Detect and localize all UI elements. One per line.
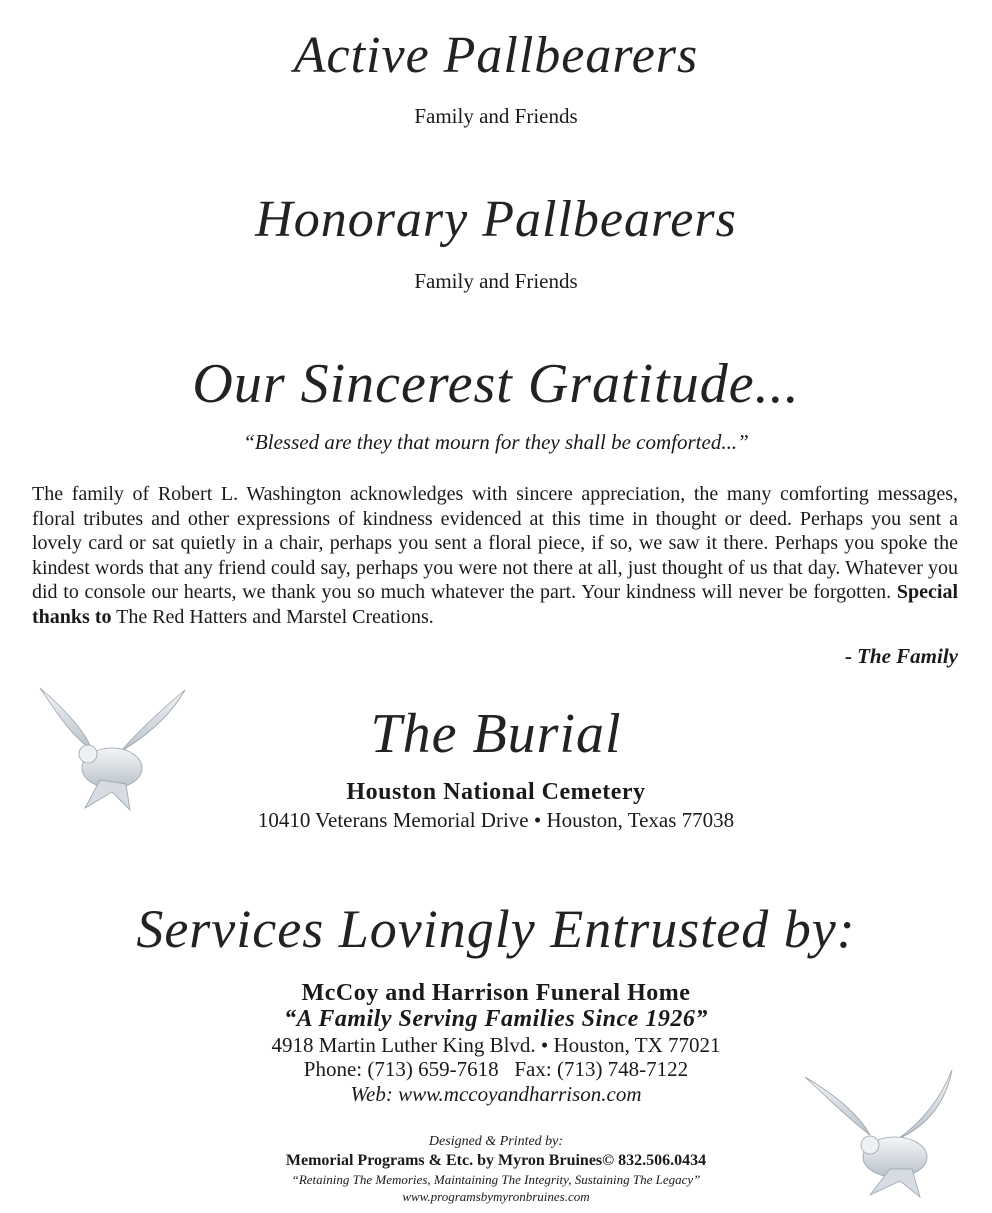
honorary-pallbearers-names: Family and Friends — [414, 269, 578, 293]
burial-title: The Burial — [370, 703, 622, 765]
signature-prefix: - — [844, 644, 858, 668]
credits-designed-by: Designed & Printed by: — [428, 1134, 564, 1149]
burial-place: Houston National Cemetery — [346, 779, 646, 805]
gratitude-title: Our Sincerest Gratitude... — [192, 353, 800, 415]
funeral-home-phone: Phone: (713) 659-7618 Fax: (713) 748-7122 — [303, 1057, 689, 1081]
funeral-home-name: McCoy and Harrison Funeral Home — [301, 980, 691, 1006]
active-pallbearers-names: Family and Friends — [414, 104, 578, 128]
dove-right-icon — [800, 1065, 960, 1200]
gratitude-quote: “Blessed are they that mourn for they shall be comforted...” — [243, 430, 749, 454]
honorary-pallbearers-title: Honorary Pallbearers — [255, 191, 737, 248]
gratitude-paragraph-text: The family of Robert L. Washington acknowledges with sincere appreciation, the many comforting messages, floral tributes and other expressions of kindness evidenced at this time in thought or deed. Perhaps you sent a lovely card or sat quietly in a chair, perhaps you sent a floral piece, if so, we saw it there. Perhaps you spoke the kindest words that any friend could say, perhaps you were not there at all, just thought of us that day. Whatever you did to console our hearts, we thank you so much whatever the part. Your kindness will never be forgotten. — [32, 483, 958, 603]
special-thanks-label: Special thanks to — [32, 581, 959, 628]
burial-address: 10410 Veterans Memorial Drive • Houston, Texas 77038 — [257, 808, 735, 832]
credits-motto: “Retaining The Memories, Maintaining The Integrity, Sustaining The Legacy” — [291, 1172, 701, 1187]
special-thanks-text: The Red Hatters and Marstel Creations. — [116, 605, 434, 628]
active-pallbearers-title: Active Pallbearers — [293, 27, 699, 84]
funeral-home-slogan: “A Family Serving Families Since 1926” — [284, 1006, 708, 1032]
credits-website: www.programsbymyronbruines.com — [402, 1189, 590, 1204]
signature-text: The Family — [857, 644, 958, 668]
funeral-home-address: 4918 Martin Luther King Blvd. • Houston, TX 77021 — [271, 1033, 721, 1057]
gratitude-paragraph — [32, 482, 958, 629]
signature — [845, 644, 958, 669]
funeral-home-web: Web: www.mccoyandharrison.com — [350, 1082, 642, 1106]
services-title: Services Lovingly Entrusted by: — [136, 899, 856, 959]
credits-designer: Memorial Programs & Etc. by Myron Bruines© 832.506.0434 — [285, 1152, 707, 1169]
